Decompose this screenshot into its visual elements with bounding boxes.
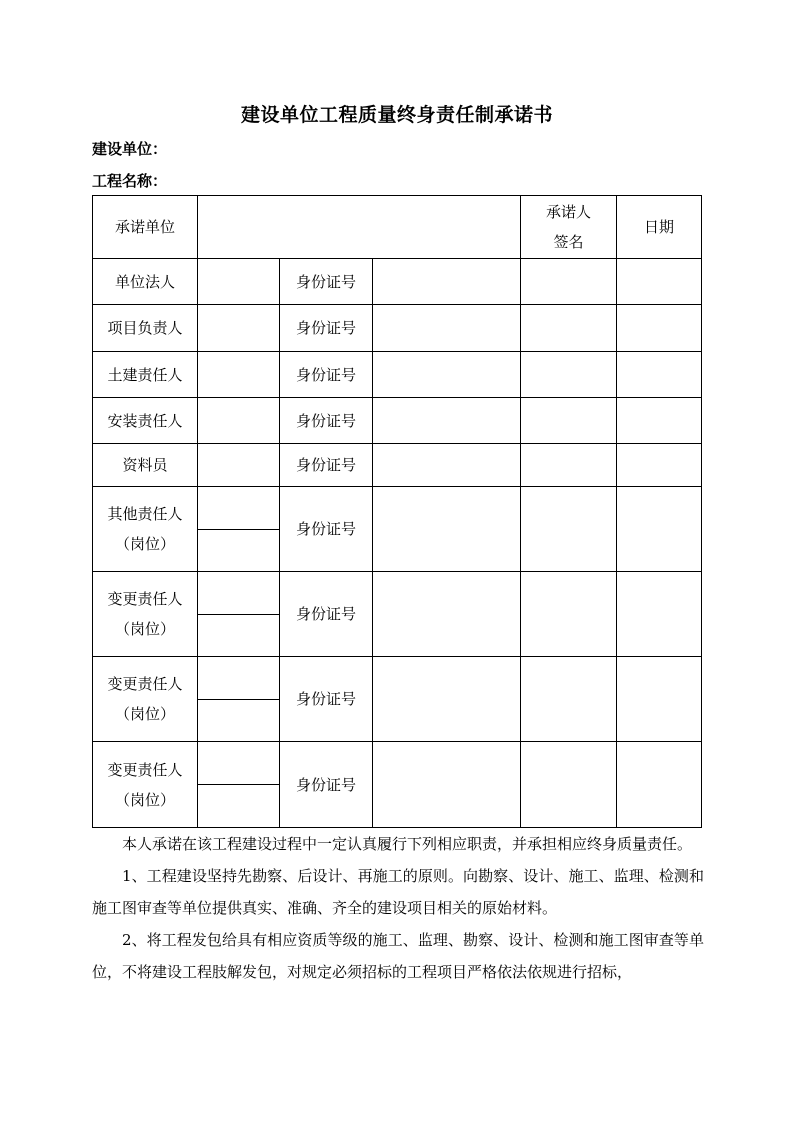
table-row [93,487,702,572]
name-cell-split [198,742,280,828]
signature-cell[interactable] [521,305,617,352]
table-header-row [93,196,702,259]
table-row [93,657,702,742]
header-signer-line1: 承诺人 [546,203,592,221]
role-label: 单位法人 [93,259,198,305]
name-cell-upper[interactable] [198,529,279,530]
id-value-cell[interactable] [373,398,521,444]
table-row [93,742,702,828]
id-label: 身份证号 [280,398,373,444]
name-cell-split [198,487,280,572]
id-value-cell[interactable] [373,259,521,305]
role-label [93,742,198,828]
role-label [93,657,198,742]
signature-cell[interactable] [521,444,617,487]
role-label-line2: （岗位） [114,705,175,723]
construction-unit-label: 建设单位： [92,140,168,158]
name-cell-split [198,657,280,742]
signature-cell[interactable] [521,487,617,572]
role-label: 安装责任人 [93,398,198,444]
header-date-cell: 日期 [617,196,702,259]
signature-cell[interactable] [521,572,617,657]
signature-cell[interactable] [521,398,617,444]
name-cell[interactable] [198,352,280,398]
commitment-item-1: 1、工程建设坚持先勘察、后设计、再施工的原则。向勘察、设计、施工、监理、检测和施工图审查等单位提供真实、准确、齐全的建设项目相关的原始材料。 [92,867,704,917]
signature-cell[interactable] [521,352,617,398]
date-cell[interactable] [617,259,702,305]
table-row [93,572,702,657]
role-label [93,487,198,572]
role-label-line1: 变更责任人 [107,675,183,693]
date-cell[interactable] [617,572,702,657]
role-label-line1: 变更责任人 [107,590,183,608]
table-row [93,305,702,352]
id-label: 身份证号 [280,444,373,487]
name-cell[interactable] [198,398,280,444]
id-label: 身份证号 [280,305,373,352]
name-cell[interactable] [198,444,280,487]
signature-cell[interactable] [521,742,617,828]
name-cell-split [198,572,280,657]
role-label: 资料员 [93,444,198,487]
name-cell-upper[interactable] [198,784,279,785]
role-label-line2: （岗位） [114,790,175,809]
name-cell[interactable] [198,259,280,305]
unit-value-cell[interactable] [198,196,521,259]
id-value-cell[interactable] [373,657,521,742]
commitment-body [92,828,704,988]
name-cell[interactable] [198,305,280,352]
role-label-line1: 变更责任人 [107,760,183,779]
date-cell[interactable] [617,398,702,444]
id-value-cell[interactable] [373,444,521,487]
role-label-line2: （岗位） [114,535,175,553]
page-title: 建设单位工程质量终身责任制承诺书 [240,104,553,126]
id-label: 身份证号 [280,742,373,828]
header-unit-cell: 承诺单位 [93,196,198,259]
header-signer-line2: 签名 [553,233,584,251]
date-cell[interactable] [617,487,702,572]
role-label [93,572,198,657]
table-row [93,352,702,398]
table-row [93,398,702,444]
date-cell[interactable] [617,444,702,487]
id-label: 身份证号 [280,259,373,305]
id-label: 身份证号 [280,572,373,657]
commitment-intro: 本人承诺在该工程建设过程中一定认真履行下列相应职责，并承担相应终身质量责任。 [122,835,693,853]
table-row [93,444,702,487]
date-cell[interactable] [617,352,702,398]
commitment-item-2: 2、将工程发包给具有相应资质等级的施工、监理、勘察、设计、检测和施工图审查等单位，不将建设工程肢解发包，对规定必须招标的工程项目严格依法依规进行招标， [92,931,704,981]
header-signer-cell [521,196,617,259]
id-value-cell[interactable] [373,352,521,398]
date-cell[interactable] [617,742,702,828]
role-label: 项目负责人 [93,305,198,352]
id-value-cell[interactable] [373,572,521,657]
project-name-label: 工程名称： [92,172,168,190]
id-value-cell[interactable] [373,742,521,828]
signature-cell[interactable] [521,259,617,305]
date-cell[interactable] [617,305,702,352]
role-label-line2: （岗位） [114,620,175,638]
id-label: 身份证号 [280,657,373,742]
name-cell-upper[interactable] [198,614,279,615]
commitment-table [92,195,702,828]
role-label: 土建责任人 [93,352,198,398]
id-label: 身份证号 [280,487,373,572]
date-cell[interactable] [617,657,702,742]
signature-cell[interactable] [521,657,617,742]
name-cell-upper[interactable] [198,699,279,700]
id-value-cell[interactable] [373,487,521,572]
id-value-cell[interactable] [373,305,521,352]
table-row [93,259,702,305]
id-label: 身份证号 [280,352,373,398]
role-label-line1: 其他责任人 [107,505,183,523]
